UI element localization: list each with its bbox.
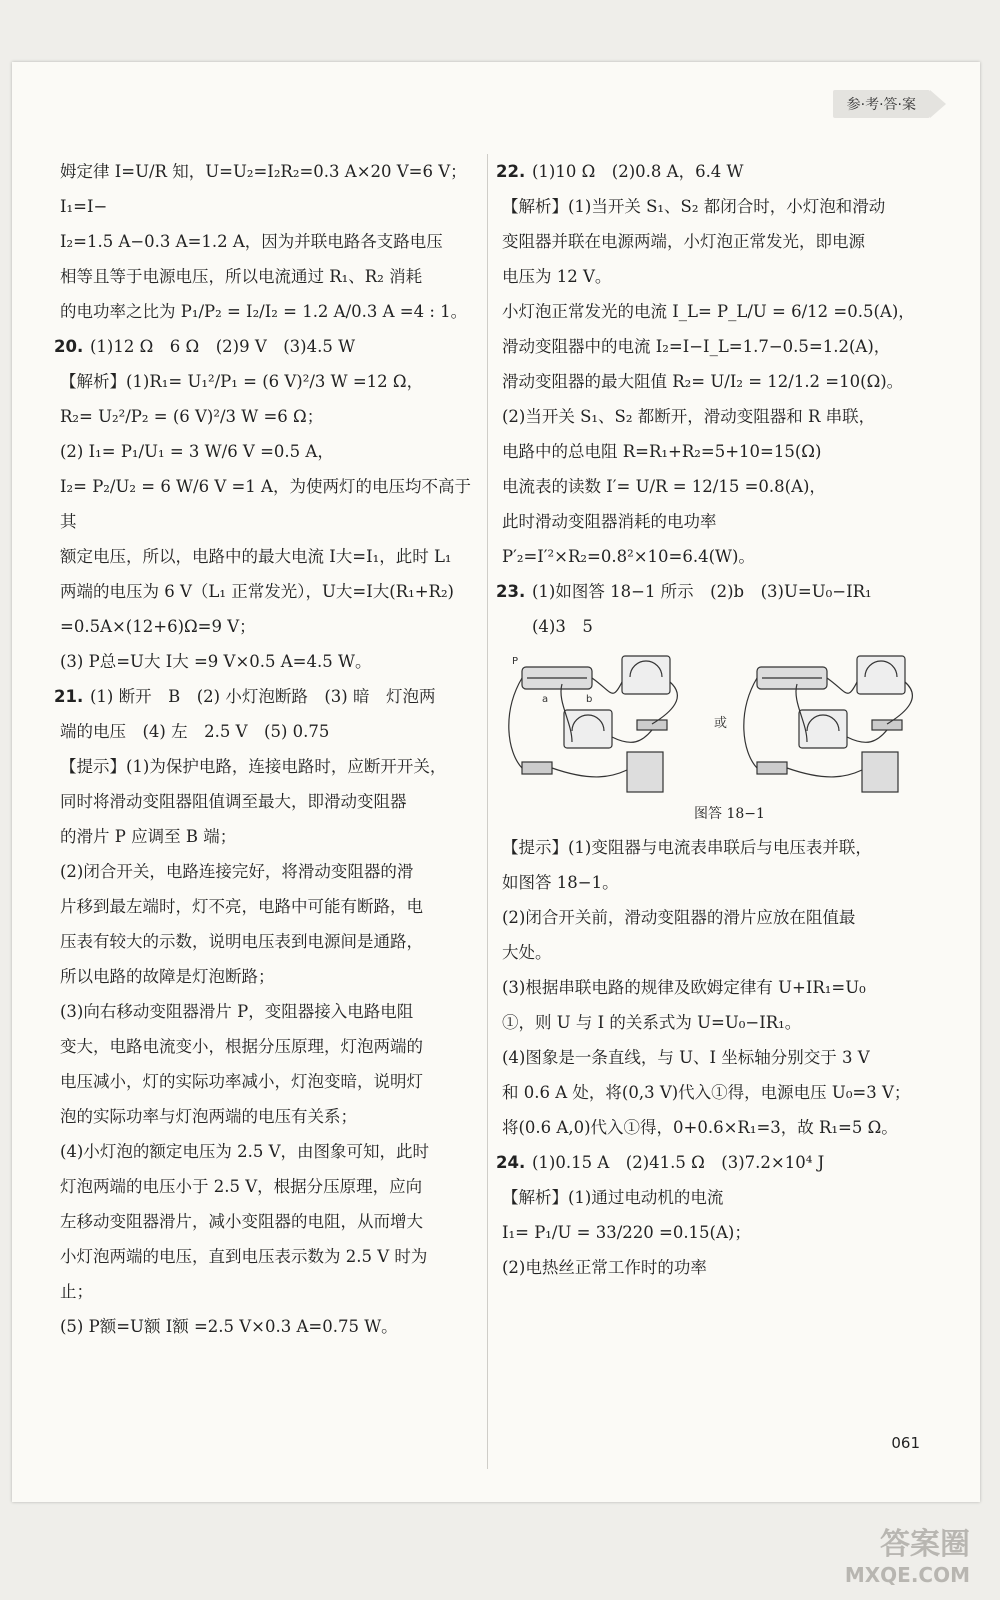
text-line: (2)当开关 S₁、S₂ 都断开，滑动变阻器和 R 串联， xyxy=(502,407,876,426)
figure-label-b: b xyxy=(586,694,593,705)
watermark-main: 答案圈 xyxy=(880,1527,970,1562)
text-line: 额定电压，所以，电路中的最大电流 I大=I₁，此时 L₁ xyxy=(60,547,452,566)
text-line: (5) P额=U额 I额 =2.5 V×0.3 A=0.75 W。 xyxy=(60,1317,398,1336)
section-header-tag: 参·考·答·案 xyxy=(833,90,930,118)
question-20 xyxy=(54,329,480,679)
text-line: 电压为 12 V。 xyxy=(502,267,612,286)
text-line: 姆定律 I=U/R 知，U=U₂=I₂R₂=0.3 A×20 V=6 V；I₁=I− xyxy=(60,162,467,216)
figure-label-p: P xyxy=(512,656,519,667)
text-line: 【解析】(1)当开关 S₁、S₂ 都闭合时，小灯泡和滑动 xyxy=(502,197,886,216)
text-line: (3)根据串联电路的规律及欧姆定律有 U+IR₁=U₀ xyxy=(502,978,866,997)
text-line: I₂= P₂/U₂ = 6 W/6 V =1 A，为使两灯的电压均不高于其 xyxy=(60,477,471,531)
text-line: 灯泡两端的电压小于 2.5 V，根据分压原理，应向 xyxy=(60,1177,423,1196)
site-watermark xyxy=(844,1527,970,1590)
figure-caption: 图答 18−1 xyxy=(694,806,765,822)
voltmeter xyxy=(564,710,612,748)
figure-or-label: 或 xyxy=(714,716,728,731)
text-line: 电路中的总电阻 R=R₁+R₂=5+10=15(Ω) xyxy=(502,442,822,461)
text-line: (2)闭合开关，电路连接完好，将滑动变阻器的滑 xyxy=(60,862,414,881)
text-line: 电压减小，灯的实际功率减小，灯泡变暗，说明灯 xyxy=(60,1072,423,1091)
text-line: P′₂=I′²×R₂=0.8²×10=6.4(W)。 xyxy=(502,547,755,566)
right-column xyxy=(496,154,957,1285)
text-line: 小灯泡正常发光的电流 I_L= P_L/U = 6/12 =0.5(A)， xyxy=(502,302,915,321)
text-line: 【提示】(1)为保护电路，连接电路时，应断开开关， xyxy=(60,757,447,776)
text-line: 两端的电压为 6 V（L₁ 正常发光），U大=I大(R₁+R₂) xyxy=(60,582,454,601)
text-line: 的电功率之比为 P₁/P₂ = I₂/I₂ = 1.2 A/0.3 A =4 : 1。 xyxy=(60,302,468,321)
column-divider xyxy=(487,154,488,1469)
question-number: 20. xyxy=(54,337,84,356)
text-line: 将(0.6 A,0)代入①得，0+0.6×R₁=3，故 R₁=5 Ω。 xyxy=(502,1118,898,1137)
text-line: 【解析】(1)通过电动机的电流 xyxy=(502,1188,724,1207)
text-line: R₂= U₂²/P₂ = (6 V)²/3 W =6 Ω； xyxy=(60,407,324,426)
text-line: 所以电路的故障是灯泡断路； xyxy=(60,967,275,986)
resistor xyxy=(522,762,552,774)
text-line: 变阻器并联在电源两端，小灯泡正常发光，即电源 xyxy=(502,232,865,251)
page-number: 061 xyxy=(891,1434,920,1452)
text-line: 相等且等于电源电压，所以电流通过 R₁、R₂ 消耗 xyxy=(60,267,423,286)
text-line: 止； xyxy=(60,1282,93,1301)
answer-line: (4)3 5 xyxy=(532,617,593,636)
text-line: (4)图象是一条直线，与 U、I 坐标轴分别交于 3 V xyxy=(502,1048,870,1067)
text-line: 泡的实际功率与灯泡两端的电压有关系； xyxy=(60,1107,357,1126)
text-line: 片移到最左端时，灯不亮，电路中可能有断路，电 xyxy=(60,897,423,916)
question-22 xyxy=(496,154,957,574)
circuit-diagram-svg xyxy=(502,652,942,802)
battery xyxy=(627,752,663,792)
text-line: =0.5A×(12+6)Ω=9 V； xyxy=(60,617,256,636)
text-line: 【提示】(1)变阻器与电流表串联后与电压表并联， xyxy=(502,838,872,857)
text-line: (3) P总=U大 I大 =9 V×0.5 A=4.5 W。 xyxy=(60,652,372,671)
question-23 xyxy=(496,574,957,1145)
text-line: 电流表的读数 I′= U/R = 12/15 =0.8(A)， xyxy=(502,477,826,496)
question-number: 21. xyxy=(54,687,84,706)
question-number: 22. xyxy=(496,162,526,181)
text-line: 和 0.6 A 处，将(0,3 V)代入①得，电源电压 U₀=3 V； xyxy=(502,1083,911,1102)
question-number: 23. xyxy=(496,582,526,601)
text-line: (2)闭合开关前，滑动变阻器的滑片应放在阻值最 xyxy=(502,908,856,927)
text-line: I₁= P₁/U = 33/220 =0.15(A)； xyxy=(502,1223,751,1242)
text-line: 滑动变阻器的最大阻值 R₂= U/I₂ = 12/1.2 =10(Ω)。 xyxy=(502,372,904,391)
document-page xyxy=(12,62,980,1502)
ammeter xyxy=(622,656,670,694)
question-number: 24. xyxy=(496,1153,526,1172)
text-line: 滑动变阻器中的电流 I₂=I−I_L=1.7−0.5=1.2(A)， xyxy=(502,337,891,356)
figure-label-a: a xyxy=(542,694,549,705)
answer-line: (1)如图答 18−1 所示 (2)b (3)U=U₀−IR₁ xyxy=(532,582,872,601)
answer-line: 端的电压 (4) 左 2.5 V (5) 0.75 xyxy=(60,722,330,741)
answer-line: (1) 断开 B (2) 小灯泡断路 (3) 暗 灯泡两 xyxy=(90,687,436,706)
circuit-figure xyxy=(502,652,957,824)
text-line: 如图答 18−1。 xyxy=(502,873,619,892)
text-line: ①，则 U 与 I 的关系式为 U=U₀−IR₁。 xyxy=(502,1013,802,1032)
text-line: (4)小灯泡的额定电压为 2.5 V，由图象可知，此时 xyxy=(60,1142,430,1161)
switch xyxy=(637,720,667,730)
text-line: 【解析】(1)R₁= U₁²/P₁ = (6 V)²/3 W =12 Ω， xyxy=(60,372,424,391)
text-line: (3)向右移动变阻器滑片 P，变阻器接入电路电阻 xyxy=(60,1002,414,1021)
left-column xyxy=(54,154,480,1344)
text-line: 大处。 xyxy=(502,943,552,962)
question-21 xyxy=(54,679,480,1344)
text-line: 变大，电路电流变小，根据分压原理，灯泡两端的 xyxy=(60,1037,423,1056)
answer-line: (1)12 Ω 6 Ω (2)9 V (3)4.5 W xyxy=(90,337,356,356)
text-line: 同时将滑动变阻器阻值调至最大，即滑动变阻器 xyxy=(60,792,407,811)
answer-line: (1)0.15 A (2)41.5 Ω (3)7.2×10⁴ J xyxy=(532,1153,825,1172)
text-line: 小灯泡两端的电压，直到电压表示数为 2.5 V 时为 xyxy=(60,1247,428,1266)
text-line: (2)电热丝正常工作时的功率 xyxy=(502,1258,707,1277)
circuit-right xyxy=(744,656,913,792)
circuit-left xyxy=(509,656,678,792)
text-line: 压表有较大的示数，说明电压表到电源间是通路， xyxy=(60,932,423,951)
text-line: I₂=1.5 A−0.3 A=1.2 A，因为并联电路各支路电压 xyxy=(60,232,443,251)
watermark-sub: MXQE.COM xyxy=(844,1563,970,1587)
question-24 xyxy=(496,1145,957,1285)
text-line: 左移动变阻器滑片，减小变阻器的电阻，从而增大 xyxy=(60,1212,423,1231)
text-line: (2) I₁= P₁/U₁ = 3 W/6 V =0.5 A， xyxy=(60,442,334,461)
text-line: 此时滑动变阻器消耗的电功率 xyxy=(502,512,717,531)
continued-solution xyxy=(60,154,480,329)
answer-line: (1)10 Ω (2)0.8 A，6.4 W xyxy=(532,162,744,181)
text-line: 的滑片 P 应调至 B 端； xyxy=(60,827,237,846)
